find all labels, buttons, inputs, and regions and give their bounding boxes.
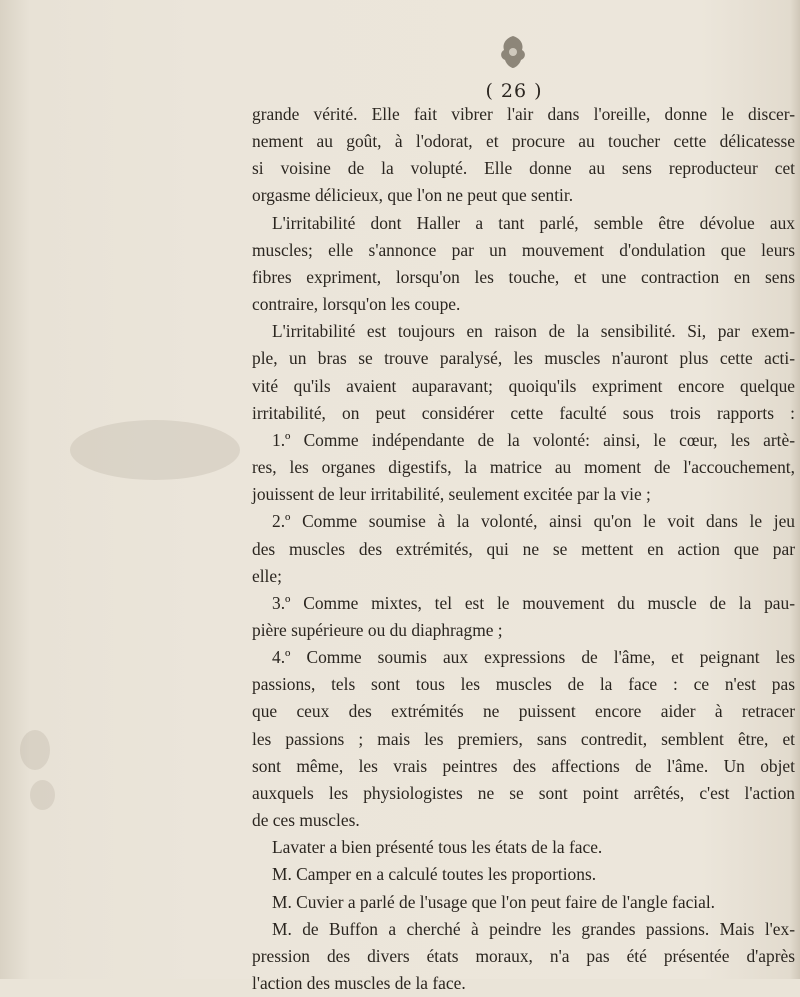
- text-line: passions, tels sont tous les muscles de la face : ce n'est pas: [252, 674, 795, 695]
- paper-stain: [70, 420, 240, 480]
- text-line: jouissent de leur irritabilité, seulement excitée par la vie ;: [252, 484, 651, 505]
- text-line: 3.º Comme mixtes, tel est le mouvement du muscle de la pau-: [272, 592, 795, 613]
- text-line: M. Cuvier a parlé de l'usage que l'on peut faire de l'angle facial.: [272, 891, 716, 912]
- text-line: auxquels les physiologistes ne se sont point arrêtés, c'est l'action: [252, 782, 795, 803]
- text-line: nement au goût, à l'odorat, et procure au toucher cette délicatesse: [252, 131, 795, 152]
- text-line: grande vérité. Elle fait vibrer l'air dans l'oreille, donne le discer-: [252, 104, 795, 124]
- paper-stain: [20, 730, 50, 770]
- text-line: L'irritabilité est toujours en raison de la sensibilité. Si, par exem-: [272, 321, 795, 342]
- text-line: des muscles des extrémités, qui ne se mettent en action que par: [252, 538, 795, 559]
- body-text: [252, 101, 795, 997]
- text-line: que ceux des extrémités ne puissent encore aider à retracer: [252, 701, 795, 722]
- text-line: sont même, les vrais peintres des affections de l'âme. Un objet: [252, 755, 795, 776]
- text-line: elle;: [252, 565, 282, 586]
- text-line: contraire, lorsqu'on les coupe.: [252, 294, 461, 315]
- text-line: M. Camper en a calculé toutes les proportions.: [272, 864, 597, 885]
- text-line: res, les organes digestifs, la matrice au moment de l'accouchement,: [252, 457, 795, 478]
- text-line: fibres expriment, lorsqu'on les touche, et une contraction en sens: [252, 266, 795, 287]
- ornament-icon: [496, 34, 530, 70]
- text-line: pière supérieure ou du diaphragme ;: [252, 619, 503, 640]
- text-line: Lavater a bien présenté tous les états de la face.: [272, 837, 603, 858]
- text-line: irritabilité, on peut considérer cette faculté sous trois rapports :: [252, 402, 795, 423]
- paper-stain: [30, 780, 55, 810]
- text-line: l'action des muscles de la face.: [252, 973, 466, 993]
- text-line: de ces muscles.: [252, 810, 360, 831]
- text-line: 2.º Comme soumise à la volonté, ainsi qu'on le voit dans le jeu: [272, 511, 795, 532]
- text-line: muscles; elle s'annonce par un mouvement d'ondulation que leurs: [252, 239, 795, 260]
- text-line: M. de Buffon a cherché à peindre les grandes passions. Mais l'ex-: [272, 918, 795, 939]
- text-line: 4.º Comme soumis aux expressions de l'âme, et peignant les: [272, 647, 795, 668]
- page-number: ( 26 ): [485, 80, 543, 102]
- text-line: si voisine de la volupté. Elle donne au sens reproducteur cet: [252, 158, 795, 179]
- text-line: L'irritabilité dont Haller a tant parlé, semble être dévolue aux: [272, 212, 795, 233]
- text-line: les passions ; mais les premiers, sans contredit, semblent être, et: [252, 728, 795, 749]
- text-line: ple, un bras se trouve paralysé, les muscles n'auront plus cette acti-: [252, 348, 795, 369]
- text-line: orgasme délicieux, que l'on ne peut que sentir.: [252, 185, 574, 206]
- text-line: 1.º Comme indépendante de la volonté: ainsi, le cœur, les artè-: [272, 429, 795, 450]
- text-line: pression des divers états moraux, n'a pas été présentée d'après: [252, 945, 795, 966]
- text-line: vité qu'ils avaient auparavant; quoiqu'ils expriment encore quelque: [252, 375, 795, 396]
